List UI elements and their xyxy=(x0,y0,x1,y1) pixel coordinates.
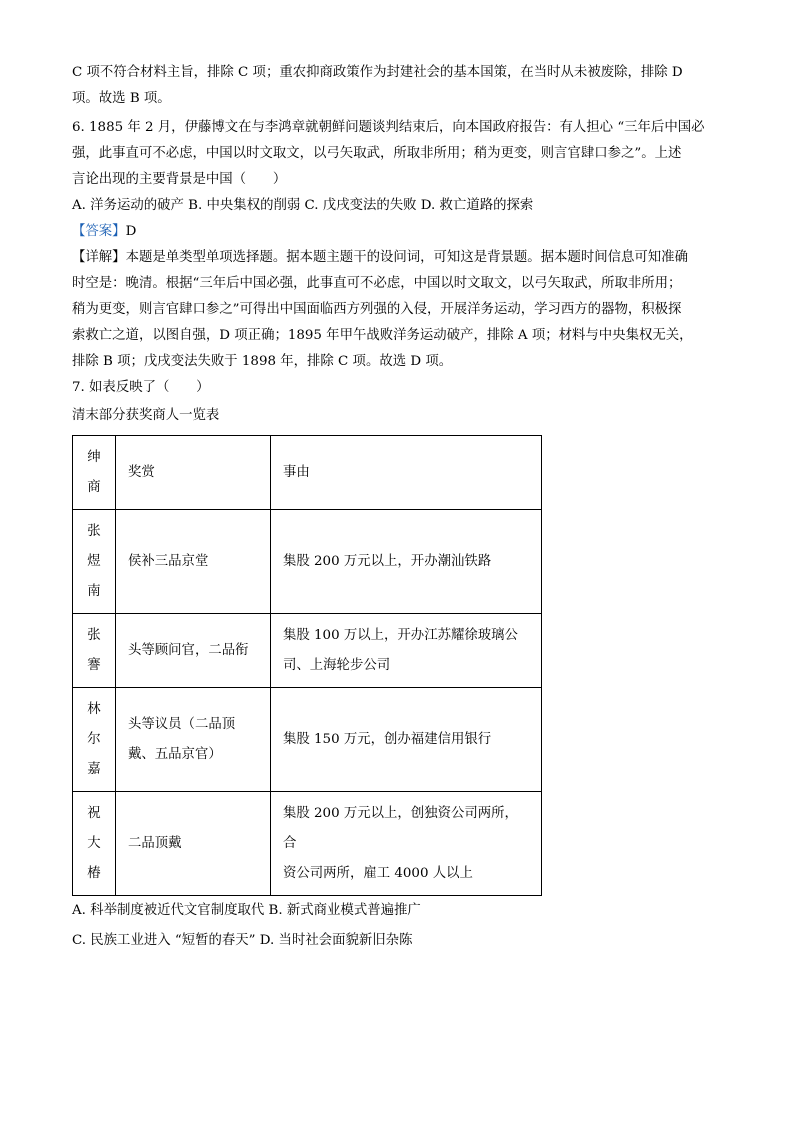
answer-tag: 【答案】 xyxy=(72,224,126,239)
detail-6-text: 时空是：晚清。根据“三年后中国必强，此事直可不必虑，中国以时文取文，以弓矢取武，所取非所用； xyxy=(72,276,682,291)
question-7-options: A. 科举制度被近代文官制度取代 B. 新式商业模式普遍推广 xyxy=(72,903,421,918)
answer-value: D xyxy=(125,224,137,239)
question-6-stem: 言论出现的主要背景是中国（ ） xyxy=(72,172,287,187)
question-7-stem: 7. 如表反映了（ ） xyxy=(72,380,210,395)
table-row xyxy=(73,614,542,688)
reason-cell: 集股 200 万元以上，创独资公司两所，合 资公司两所，雇工 4000 人以上 xyxy=(271,792,542,896)
document-page xyxy=(72,60,722,954)
award-cell: 二品顶戴 xyxy=(116,792,271,896)
answer-6 xyxy=(72,219,722,245)
detail-text: 本题是单类型单项选择题。据本题主题干的设问词，可知这是背景题。据本题时间信息可知准确 xyxy=(125,250,688,265)
detail-6 xyxy=(72,245,722,271)
merchant-name: 林 尔 嘉 xyxy=(73,688,116,792)
detail-6-text: 索救亡之道，以图自强，D 项正确；1895 年甲午战败洋务运动破产，排除 A 项；材料与中央集权无关， xyxy=(72,328,693,343)
reason-cell: 集股 200 万元以上，开办潮汕铁路 xyxy=(271,510,542,614)
reason-cell: 集股 100 万以上，开办江苏耀徐玻璃公 司、上海轮步公司 xyxy=(271,614,542,688)
merchant-award-table xyxy=(72,435,542,896)
detail-6-text: 排除 B 项；戊戌变法失败于 1898 年，排除 C 项。故选 D 项。 xyxy=(72,354,453,369)
question-6-stem: 强，此事直可不必虑，中国以时文取文，以弓矢取武，所取非所用；稍为更变，则言官肆口参之”。上述 xyxy=(72,146,682,161)
header-award: 奖赏 xyxy=(116,436,271,510)
question-6-options: A. 洋务运动的破产 B. 中央集权的削弱 C. 戊戌变法的失败 D. 救亡道路的探索 xyxy=(72,198,534,213)
header-merchant: 绅 商 xyxy=(73,436,116,510)
merchant-name: 祝 大 椿 xyxy=(73,792,116,896)
question-7-options: C. 民族工业进入 “短暂的春天” D. 当时社会面貌新旧杂陈 xyxy=(72,933,413,948)
text-line: C 项不符合材料主旨，排除 C 项；重农抑商政策作为封建社会的基本国策，在当时从未被废除，排除 D xyxy=(72,65,683,80)
merchant-name: 张 煜 南 xyxy=(73,510,116,614)
award-cell: 头等顾问官，二品衔 xyxy=(116,614,271,688)
reason-cell: 集股 150 万元，创办福建信用银行 xyxy=(271,688,542,792)
header-reason: 事由 xyxy=(271,436,542,510)
detail-tag: 【详解】 xyxy=(72,250,126,265)
award-cell: 头等议员（二品顶 戴、五品京官） xyxy=(116,688,271,792)
table-caption: 清末部分获奖商人一览表 xyxy=(72,408,220,423)
table-row xyxy=(73,510,542,614)
detail-6-text: 稍为更变，则言官肆口参之”可得出中国面临西方列强的入侵，开展洋务运动，学习西方的器物，积极探 xyxy=(72,302,682,317)
award-cell: 侯补三品京堂 xyxy=(116,510,271,614)
table-row xyxy=(73,688,542,792)
merchant-name: 张 謇 xyxy=(73,614,116,688)
table-row xyxy=(73,792,542,896)
table-header-row xyxy=(73,436,542,510)
question-6-stem: 6. 1885 年 2 月，伊藤博文在与李鸿章就朝鲜问题谈判结束后，向本国政府报告：有人担心 “三年后中国必 xyxy=(72,120,705,135)
text-line: 项。故选 B 项。 xyxy=(72,91,171,106)
